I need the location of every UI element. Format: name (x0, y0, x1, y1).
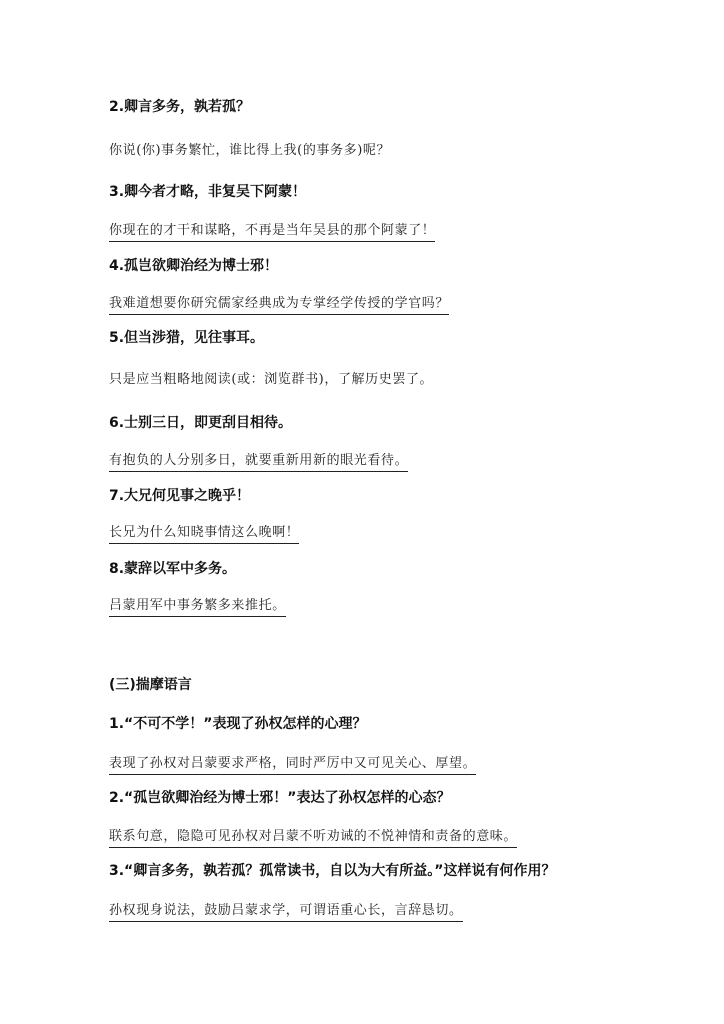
section-question-3: 3.“卿言多务，孰若孤？孤常读书，自以为大有所益。”这样说有何作用？ (109, 863, 556, 879)
answer-2: 你说(你)事务繁忙，谁比得上我(的事务多)呢？ (109, 143, 391, 158)
answer-3: 你现在的才干和谋略，不再是当年吴县的那个阿蒙了！ (109, 223, 435, 242)
question-4: 4.孤岂欲卿治经为博士邪！ (109, 258, 279, 274)
answer-6: 有抱负的人分别多日，就要重新用新的眼光看待。 (109, 453, 408, 472)
question-7: 7.大兄何见事之晚乎！ (109, 488, 251, 504)
question-2: 2.卿言多务，孰若孤？ (109, 99, 251, 115)
section-question-2: 2.“孤岂欲卿治经为博士邪！”表达了孙权怎样的心态？ (109, 790, 451, 806)
section-title: (三)揣摩语言 (109, 677, 192, 693)
section-answer-2: 联系句意，隐隐可见孙权对吕蒙不听劝诫的不悦神情和责备的意味。 (109, 829, 517, 848)
question-5: 5.但当涉猎，见往事耳。 (109, 330, 265, 346)
section-answer-3: 孙权现身说法，鼓励吕蒙求学，可谓语重心长，言辞恳切。 (109, 903, 463, 922)
question-3: 3.卿今者才略，非复吴下阿蒙！ (109, 184, 307, 200)
question-6: 6.士别三日，即更刮目相待。 (109, 415, 293, 431)
answer-7: 长兄为什么知晓事情这么晚啊！ (109, 525, 299, 544)
answer-8: 吕蒙用军中事务繁多来推托。 (109, 598, 286, 617)
section-answer-1: 表现了孙权对吕蒙要求严格，同时严厉中又可见关心、厚望。 (109, 756, 476, 775)
answer-5: 只是应当粗略地阅读(或：浏览群书)，了解历史罢了。 (109, 372, 434, 387)
question-8: 8.蒙辞以军中多务。 (109, 561, 237, 577)
section-question-1: 1.“不可不学！”表现了孙权怎样的心理？ (109, 716, 367, 732)
answer-4: 我难道想要你研究儒家经典成为专掌经学传授的学官吗？ (109, 296, 449, 315)
